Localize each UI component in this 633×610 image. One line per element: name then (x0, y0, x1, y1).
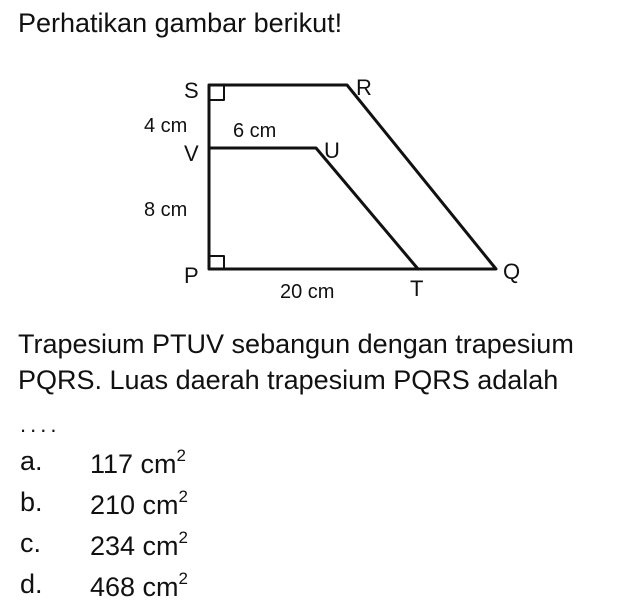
vertex-label-v: V (184, 141, 199, 166)
trapezoid-ptuv-outline (209, 148, 418, 269)
right-angle-marker-s (210, 86, 224, 100)
vertex-label-q: Q (503, 259, 521, 284)
length-label-vu: 6 cm (233, 120, 277, 142)
option-value: 117 $cm^2$ (90, 446, 187, 479)
vertex-label-t: T (410, 276, 424, 301)
length-label-pv: 8 cm (144, 199, 188, 221)
vertex-label-p: P (184, 263, 199, 288)
question-text (18, 326, 628, 398)
answer-blank-dots: .... (20, 412, 61, 437)
question-line-2: PQRS. Luas daerah trapesium PQRS adalah (18, 365, 559, 395)
option-letter: a. (20, 446, 43, 476)
vertex-label-u: U (324, 138, 340, 163)
option-letter: d. (20, 569, 43, 599)
right-angle-marker-p (210, 256, 224, 268)
length-label-sv: 4 cm (144, 115, 188, 137)
vertex-label-r: R (356, 75, 372, 100)
option-letter: c. (20, 528, 42, 558)
option-value: 468 $cm^2$ (90, 569, 189, 602)
option-exponent: 2 (176, 446, 187, 465)
question-line-1: Trapesium PTUV sebangun dengan trapesium (18, 329, 574, 359)
instruction-heading: Perhatikan gambar berikut! (18, 8, 343, 38)
option-value: 234 $cm^2$ (90, 528, 189, 561)
option-exponent: 2 (178, 487, 189, 506)
option-letter: b. (20, 487, 43, 517)
trapezoid-pqrs-outline (209, 85, 496, 269)
vertex-label-s: S (184, 78, 199, 103)
option-value: 210 $cm^2$ (90, 487, 189, 520)
option-exponent: 2 (178, 528, 189, 547)
option-exponent: 2 (178, 569, 189, 588)
length-label-pt: 20 cm (280, 281, 335, 303)
